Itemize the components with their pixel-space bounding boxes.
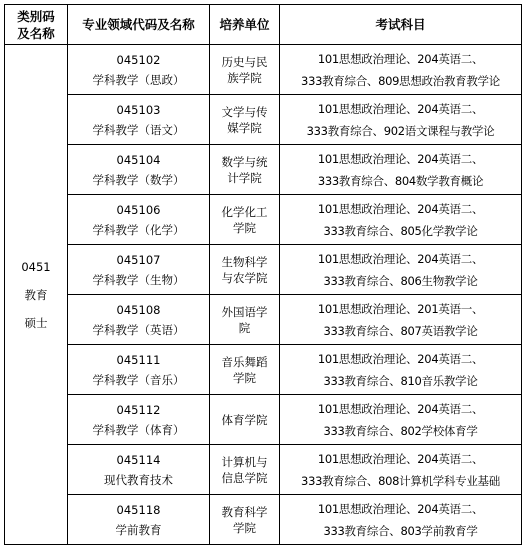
major-cell — [68, 345, 210, 395]
unit-cell — [210, 345, 280, 395]
unit-cell — [210, 45, 280, 95]
major-name: 学前教育 — [115, 522, 162, 537]
category-code: 0451 — [21, 259, 51, 274]
exam-subjects-line2: 333教育综合、802学校体育学 — [323, 423, 478, 438]
major-name: 学科教学（英语） — [92, 322, 185, 337]
unit-name: 体育学院 — [221, 412, 268, 427]
major-name: 学科教学（语文） — [92, 122, 185, 137]
exam-subjects-line1: 101思想政治理论、204英语二、 — [317, 51, 484, 66]
table-row — [5, 295, 522, 345]
major-code: 045104 — [116, 152, 161, 167]
unit-name: 生物科学与农学院 — [221, 254, 268, 285]
category-name-line2: 硕士 — [24, 315, 48, 330]
exam-cell — [280, 145, 522, 195]
header-category: 类别码及名称 — [5, 5, 68, 45]
exam-cell — [280, 445, 522, 495]
exam-subjects-line2: 333教育综合、804数学教育概论 — [317, 173, 484, 188]
unit-name: 外国语学院 — [221, 304, 268, 335]
unit-name: 计算机与信息学院 — [221, 454, 268, 485]
exam-subjects-line2: 333教育综合、805化学教学论 — [323, 223, 478, 238]
unit-name: 化学化工学院 — [221, 204, 268, 235]
admissions-table — [4, 4, 522, 545]
unit-cell — [210, 395, 280, 445]
exam-cell — [280, 345, 522, 395]
major-name: 学科教学（思政） — [92, 72, 185, 87]
major-cell — [68, 445, 210, 495]
major-code: 045103 — [116, 102, 161, 117]
exam-cell — [280, 45, 522, 95]
category-cell — [5, 45, 68, 545]
exam-subjects-line2: 333教育综合、810音乐教学论 — [323, 373, 478, 388]
table-row — [5, 95, 522, 145]
major-cell — [68, 395, 210, 445]
major-cell — [68, 245, 210, 295]
exam-subjects-line2: 333教育综合、803学前教育学 — [323, 523, 478, 538]
unit-name: 文学与传媒学院 — [221, 104, 268, 135]
table-row — [5, 395, 522, 445]
unit-name: 音乐舞蹈学院 — [221, 354, 268, 385]
exam-cell — [280, 195, 522, 245]
major-cell — [68, 45, 210, 95]
table-row — [5, 445, 522, 495]
unit-cell — [210, 495, 280, 545]
table-row — [5, 45, 522, 95]
major-name: 学科教学（生物） — [92, 272, 185, 287]
header-unit: 培养单位 — [210, 5, 280, 45]
major-name: 学科教学（化学） — [92, 222, 185, 237]
exam-subjects-line2: 333教育综合、807英语教学论 — [323, 323, 478, 338]
major-cell — [68, 295, 210, 345]
exam-subjects-line1: 101思想政治理论、204英语二、 — [317, 151, 484, 166]
header-row — [5, 5, 522, 45]
exam-subjects-line2: 333教育综合、809思想政治教育教学论 — [301, 73, 500, 88]
table-row — [5, 195, 522, 245]
major-code: 045106 — [116, 202, 161, 217]
major-code: 045112 — [116, 402, 161, 417]
exam-subjects-line1: 101思想政治理论、201英语一、 — [317, 301, 484, 316]
table-body — [5, 45, 522, 545]
exam-subjects-line2: 333教育综合、902语文课程与教学论 — [306, 123, 495, 138]
major-code: 045114 — [116, 452, 161, 467]
major-name: 学科教学（体育） — [92, 422, 185, 437]
header-major: 专业领域代码及名称 — [68, 5, 210, 45]
unit-name: 教育科学学院 — [221, 504, 268, 535]
unit-name: 数学与统计学院 — [221, 154, 268, 185]
major-code: 045111 — [116, 352, 161, 367]
major-code: 045107 — [116, 252, 161, 267]
exam-subjects-line1: 101思想政治理论、204英语二、 — [317, 201, 484, 216]
unit-cell — [210, 295, 280, 345]
major-cell — [68, 145, 210, 195]
exam-subjects-line1: 101思想政治理论、204英语二、 — [317, 351, 484, 366]
table-row — [5, 345, 522, 395]
major-code: 045102 — [116, 52, 161, 67]
major-cell — [68, 195, 210, 245]
major-cell — [68, 95, 210, 145]
exam-subjects-line1: 101思想政治理论、204英语二、 — [317, 251, 484, 266]
major-name: 学科教学（音乐） — [92, 372, 185, 387]
exam-subjects-line1: 101思想政治理论、204英语二、 — [317, 401, 484, 416]
major-name: 现代教育技术 — [104, 472, 173, 487]
major-cell — [68, 495, 210, 545]
exam-subjects-line1: 101思想政治理论、204英语二、 — [317, 501, 484, 516]
unit-cell — [210, 145, 280, 195]
exam-cell — [280, 295, 522, 345]
exam-cell — [280, 245, 522, 295]
major-name: 学科教学（数学） — [92, 172, 185, 187]
table-row — [5, 245, 522, 295]
exam-subjects-line2: 333教育综合、808计算机学科专业基础 — [301, 473, 500, 488]
exam-cell — [280, 95, 522, 145]
exam-subjects-line1: 101思想政治理论、204英语二、 — [317, 101, 484, 116]
unit-cell — [210, 445, 280, 495]
exam-cell — [280, 495, 522, 545]
major-code: 045118 — [116, 502, 161, 517]
unit-cell — [210, 95, 280, 145]
table-row — [5, 145, 522, 195]
category-name-line1: 教育 — [24, 287, 48, 302]
unit-cell — [210, 245, 280, 295]
table-row — [5, 495, 522, 545]
major-code: 045108 — [116, 302, 161, 317]
exam-subjects-line2: 333教育综合、806生物教学论 — [323, 273, 478, 288]
unit-cell — [210, 195, 280, 245]
exam-subjects-line1: 101思想政治理论、204英语二、 — [317, 451, 484, 466]
exam-cell — [280, 395, 522, 445]
unit-name: 历史与民族学院 — [221, 54, 268, 85]
header-exam: 考试科目 — [280, 5, 522, 45]
